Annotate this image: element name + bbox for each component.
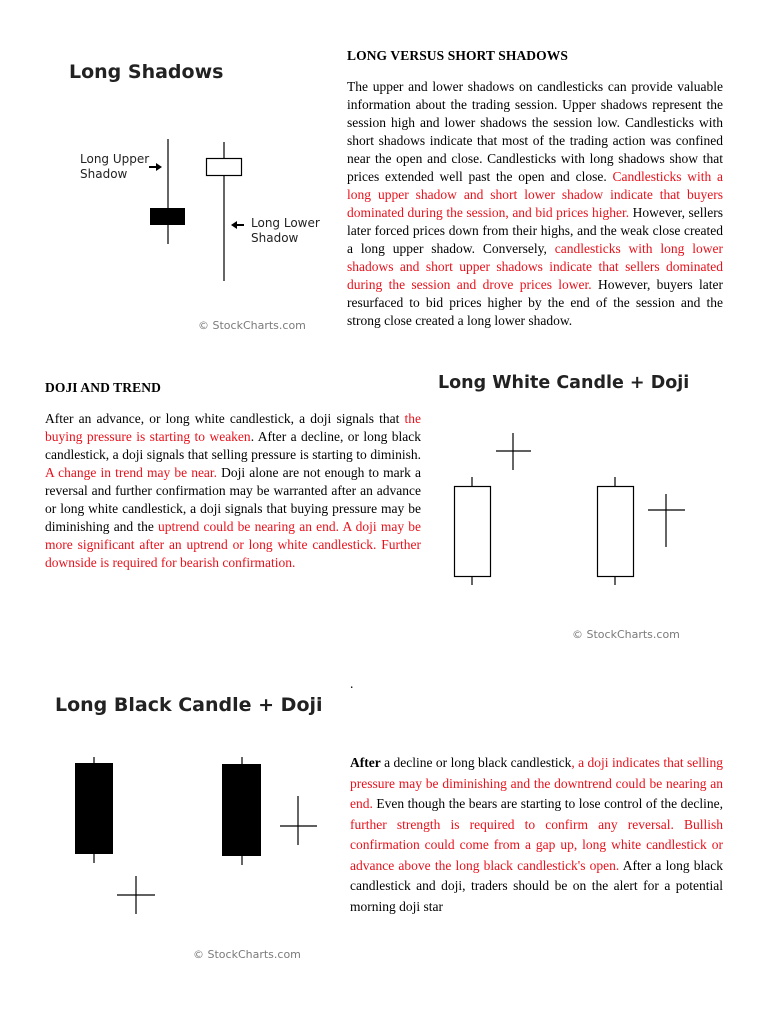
section-doji-and-trend: [45, 380, 421, 572]
highlighted-text: Candlesticks with a long upper shadow and short lower shadow indicate that buyers dominated during the session, and bid prices higher.: [347, 169, 723, 220]
highlighted-text: candlesticks with long lower shadows and short upper shadows indicate that sellers dominated during the session and drove prices lower.: [347, 241, 723, 292]
stockcharts-credit: © StockCharts.com: [193, 948, 301, 961]
stockcharts-credit: © StockCharts.com: [198, 319, 306, 332]
long-white-candle-doji-figure: [434, 372, 710, 654]
black-candle-body: [75, 763, 113, 854]
long-lower-shadow-label: Long Lower Shadow: [251, 216, 320, 245]
section-long-vs-short-shadows: [347, 48, 723, 330]
right-arrow-icon: [156, 163, 162, 171]
figure-title: Long Shadows: [69, 61, 224, 83]
long-shadows-diagram: [60, 46, 330, 351]
figure-title: Long White Candle + Doji: [438, 373, 690, 393]
white-candle-body: [598, 487, 634, 577]
long-black-candle-doji-figure: [46, 690, 338, 968]
figure-title: Long Black Candle + Doji: [55, 694, 323, 716]
white-candle-doji-diagram: [434, 372, 710, 654]
highlighted-text: uptrend could be nearing an end. A doji may be more significant after an uptrend or long white candlestick. Further downside is required for bearish confirmation.: [45, 519, 421, 570]
black-candle-body: [222, 764, 261, 856]
black-candle-body: [150, 208, 185, 225]
section-paragraph: After a decline or long black candlestick, a doji indicates that selling pressure may be diminishing and the downtrend could be nearing an end. Even though the bears are starting to lose control of the decline, further strength is required to confirm any reversal. Bullish confirmation could come from a gap up, long white candlestick or advance above the long black candlestick's open. After a long black candlestick and doji, traders should be on the alert for a potential morning doji star: [350, 755, 723, 914]
highlighted-text: further strength is required to confirm any reversal. Bullish confirmation could come from a gap up, long white candlestick or advance above the long black candlestick's open.: [350, 816, 723, 873]
section-paragraph: The upper and lower shadows on candlesticks can provide valuable information about the trading session. Upper shadows represent the session high and lower shadows the session low. Candlesticks with short shadows indicate that most of the trading action was confined near the open and close. Candlesticks with long shadows show that prices extended well past the open and close. Candlesticks with a long upper shadow and short lower shadow indicate that buyers dominated during the session, and bid prices higher. However, sellers later forced prices down from their highs, and the weak close created a long upper shadow. Conversely, candlesticks with long lower shadows and short upper shadows indicate that sellers dominated during the session and drove prices lower. However, buyers later resurfaced to bid prices higher by the end of the session and the strong close created a long lower shadow.: [347, 79, 723, 328]
section-heading: DOJI AND TREND: [45, 380, 161, 395]
white-candle-body: [207, 159, 242, 176]
highlighted-text: the buying pressure is starting to weaken: [45, 411, 421, 444]
white-candle-body: [455, 487, 491, 577]
long-upper-shadow-label: Long Upper Shadow: [80, 152, 150, 181]
stockcharts-credit: © StockCharts.com: [572, 628, 680, 641]
section-paragraph: After an advance, or long white candlestick, a doji signals that the buying pressure is starting to weaken. After a decline, or long black candlestick, a doji signals that selling pressure is starting to diminish. A change in trend may be near. Doji alone are not enough to mark a reversal and further confirmation may be warranted after an advance or long white candlestick, a doji signals that buying pressure may be diminishing and the uptrend could be nearing an end. A doji may be more significant after an uptrend or long white candlestick. Further downside is required for bearish confirmation.: [45, 411, 421, 570]
left-arrow-icon: [231, 221, 237, 229]
highlighted-text: A change in trend may be near.: [45, 465, 218, 480]
separator-dot: .: [350, 676, 354, 691]
section-heading: LONG VERSUS SHORT SHADOWS: [347, 48, 568, 63]
section-black-candle-doji: [350, 753, 723, 917]
highlighted-text: , a doji indicates that selling pressure may be diminishing and the downtrend could be nearing an end.: [350, 755, 723, 811]
black-candle-doji-diagram: [46, 690, 338, 968]
long-shadows-figure: [60, 46, 330, 351]
